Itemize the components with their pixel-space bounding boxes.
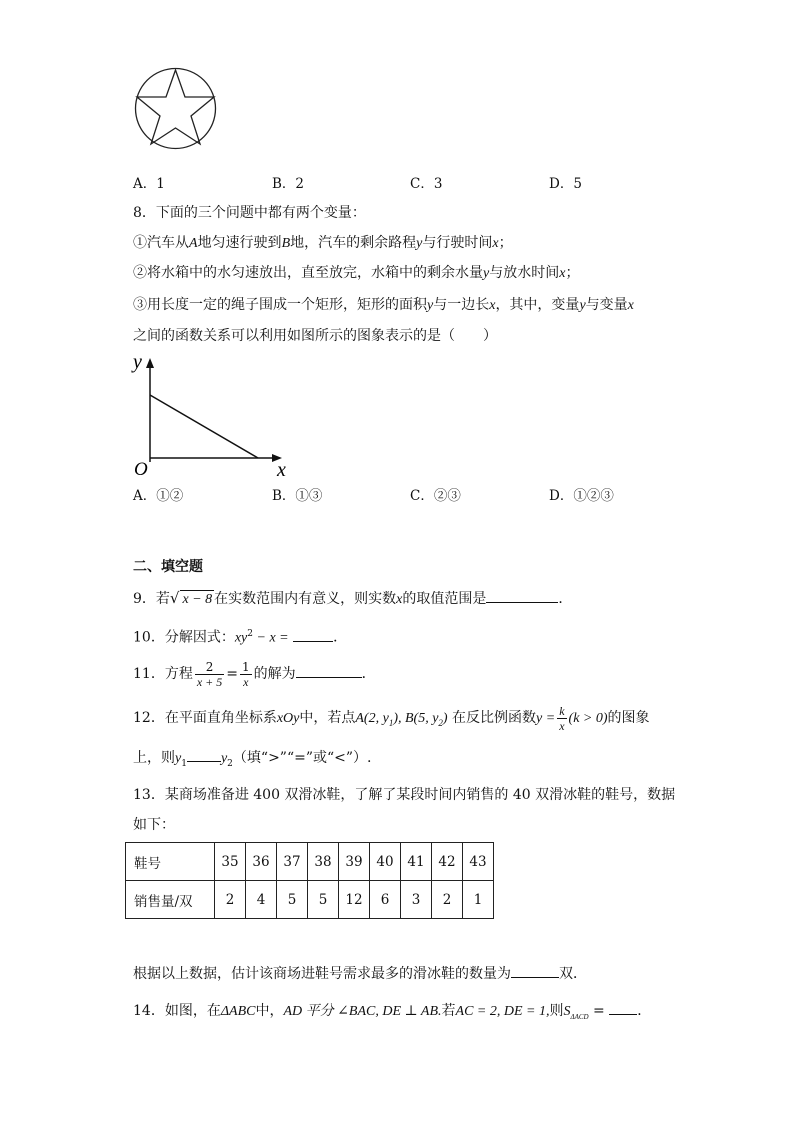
- table-cell: 2: [432, 881, 463, 919]
- table-cell: 3: [401, 881, 432, 919]
- table-cell: 1: [463, 881, 494, 919]
- q14-answer-blank[interactable]: [609, 1000, 637, 1015]
- q8-item-3-continued: 之间的函数关系可以利用如图所示的图象表示的是（ ）: [133, 328, 497, 344]
- q14: 14．如图，在ΔABC中，AD 平分 ∠BAC, DE ⊥ AB.若AC = 2, DE = 1,则$S_{\Delta ACD}$ = ．: [133, 1000, 651, 1026]
- table-cell: 43: [463, 843, 494, 881]
- circle-star-figure: [133, 66, 218, 151]
- graph-y-label: y: [133, 351, 142, 373]
- q12-line-2: 上，则$y_1$ $y_2$（填“>”“=”或“<”）.: [133, 747, 372, 773]
- table-cell: 5: [277, 881, 308, 919]
- q11-answer-blank[interactable]: [296, 663, 362, 678]
- table-header-cell: 销售量/双: [126, 881, 215, 919]
- q9: 9．若√ x − 8 在实数范围内有意义，则实数x的取值范围是 ．: [133, 589, 573, 607]
- q7-option-d[interactable]: D．5: [549, 176, 582, 192]
- q8-option-d[interactable]: D．①②③: [549, 488, 614, 504]
- table-cell: 36: [246, 843, 277, 881]
- table-cell: 12: [339, 881, 370, 919]
- q13-stem: 13．某商场准备进 400 双滑冰鞋，了解了某段时间内销售的 40 双滑冰鞋的鞋号，数据: [133, 787, 676, 803]
- table-cell: 38: [308, 843, 339, 881]
- table-cell: 40: [370, 843, 401, 881]
- q7-option-b[interactable]: B．2: [272, 176, 305, 192]
- graph-x-label: x: [277, 459, 286, 478]
- q12-answer-blank[interactable]: [187, 747, 221, 762]
- linear-decreasing-graph: [130, 350, 295, 478]
- q7-option-c[interactable]: C．3: [410, 176, 443, 192]
- table-cell: 35: [215, 843, 246, 881]
- q9-answer-blank[interactable]: [486, 588, 558, 603]
- q8-item-2: ②将水箱中的水匀速放出，直至放完，水箱中的剩余水量y与放水时间x；: [133, 265, 580, 281]
- q10-answer-blank[interactable]: [293, 627, 333, 642]
- q10: 10．分解因式：$xy^2 - x$ = ．: [133, 625, 347, 648]
- graph-origin-label: O: [134, 459, 148, 478]
- q8-option-a[interactable]: A．①②: [133, 488, 184, 504]
- q13-answer-blank[interactable]: [511, 963, 559, 978]
- q8-option-c[interactable]: C．②③: [410, 488, 461, 504]
- table-cell: 42: [432, 843, 463, 881]
- table-row: [126, 881, 494, 919]
- table-cell: 39: [339, 843, 370, 881]
- section-title-fill-blank: 二、填空题: [133, 559, 203, 575]
- shoe-size-table: [125, 842, 494, 919]
- table-cell: 2: [215, 881, 246, 919]
- table-cell: 41: [401, 843, 432, 881]
- q12-line-1: 12．在平面直角坐标系xOy中，若点A(2, $y_1$), B(5, $y_2$) 在反比例函数y = $\frac{k}{x}$ (k > 0)的图象: [133, 703, 650, 733]
- q13-conclusion: 根据以上数据，估计该商场进鞋号需求最多的滑冰鞋的数量为 双．: [133, 963, 587, 983]
- table-cell: 6: [370, 881, 401, 919]
- q13-stem-continued: 如下：: [133, 817, 175, 833]
- table-row: [126, 843, 494, 881]
- table-header-cell: 鞋号: [126, 843, 215, 881]
- q8-item-1: ①汽车从A地匀速行驶到B地，汽车的剩余路程y与行驶时间x；: [133, 235, 513, 251]
- q7-option-a[interactable]: A．1: [133, 176, 165, 192]
- q8-stem: 8．下面的三个问题中都有两个变量：: [133, 205, 366, 221]
- q8-option-b[interactable]: B．①③: [272, 488, 323, 504]
- q8-item-3: ③用长度一定的绳子围成一个矩形，矩形的面积y与一边长x，其中，变量y与变量x: [133, 297, 634, 313]
- q11: 11．方程 $\frac{2}{x + 5}$ = $\frac{1}{x}$ 的解为 ．: [133, 659, 376, 689]
- table-cell: 5: [308, 881, 339, 919]
- table-cell: 4: [246, 881, 277, 919]
- table-cell: 37: [277, 843, 308, 881]
